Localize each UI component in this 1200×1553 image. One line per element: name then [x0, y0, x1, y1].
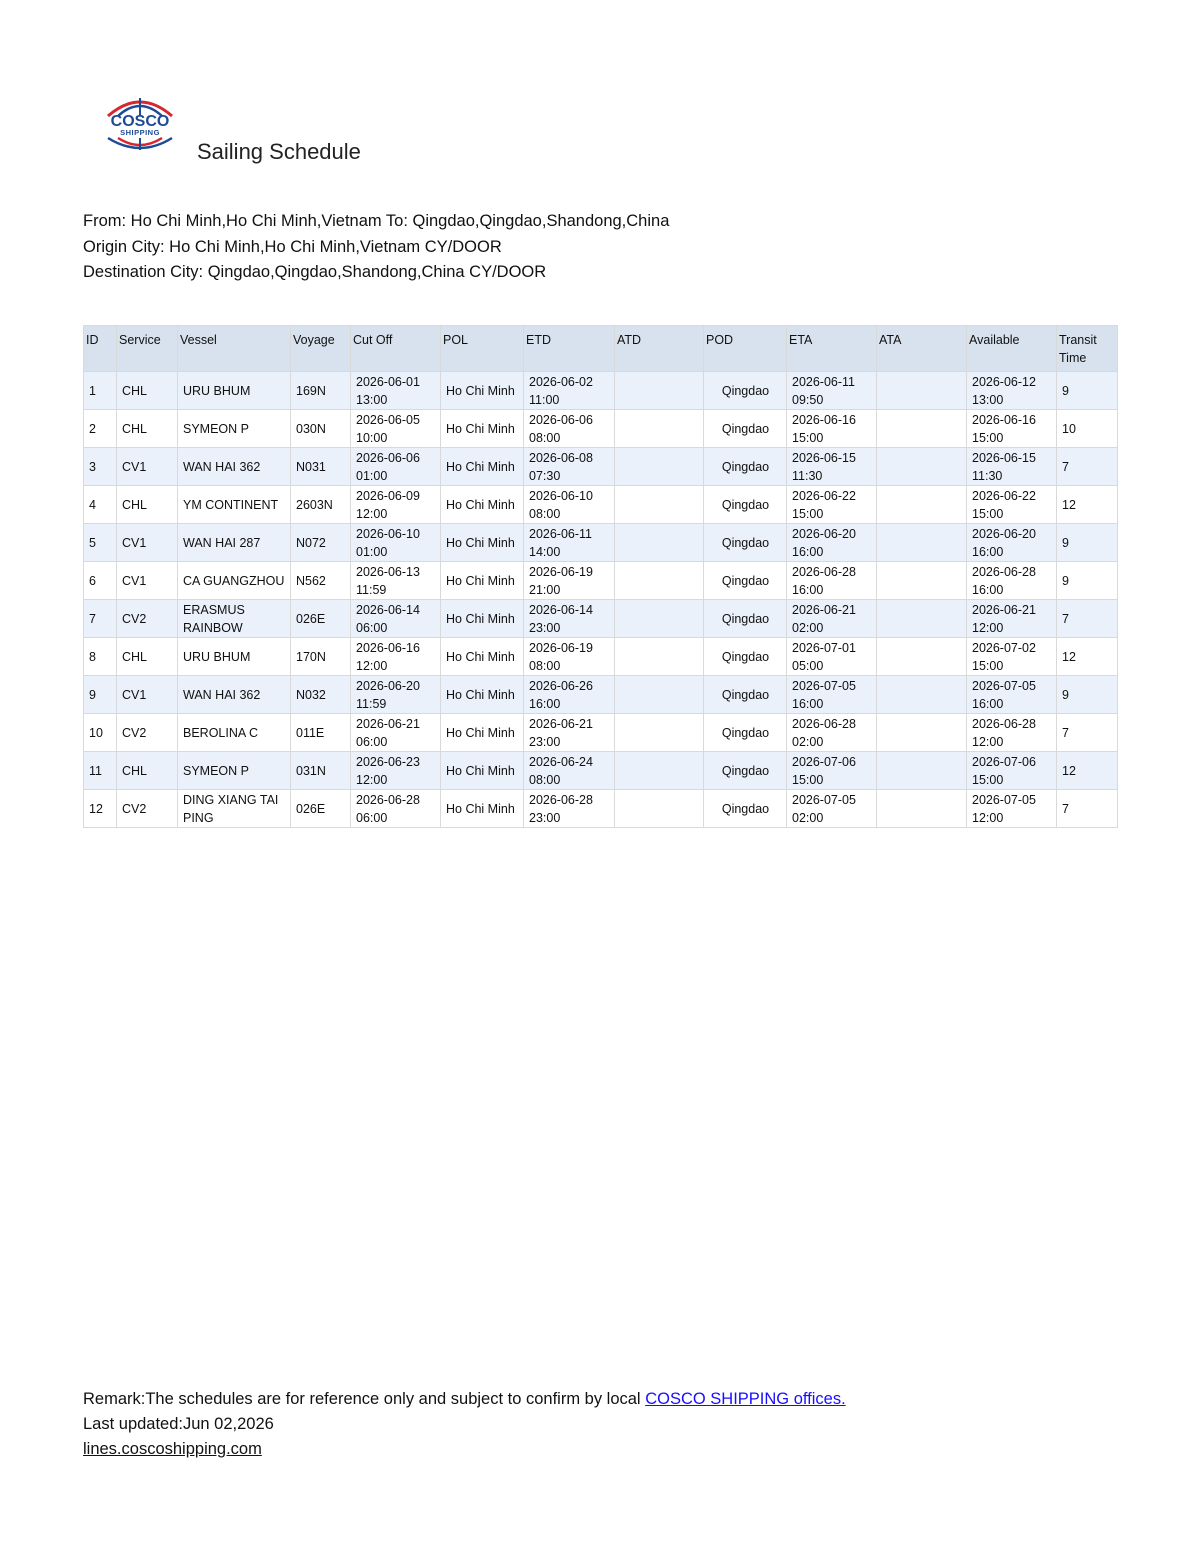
- cell-id: 8: [84, 638, 116, 675]
- cell-eta: 2026-07-06 15:00: [787, 752, 876, 789]
- cell-pod: Qingdao: [704, 752, 786, 789]
- cell-voyage: N032: [291, 676, 350, 713]
- cell-pod: Qingdao: [704, 790, 786, 827]
- cell-pod: Qingdao: [704, 714, 786, 751]
- cell-cutoff: 2026-06-21 06:00: [351, 714, 440, 751]
- cell-available: 2026-06-28 16:00: [967, 562, 1056, 599]
- cell-service: CHL: [117, 410, 177, 447]
- cell-atd: [615, 486, 703, 523]
- remark-text: Remark:The schedules are for reference only and subject to confirm by local: [83, 1390, 646, 1408]
- cell-service: CV2: [117, 790, 177, 827]
- from-to-line: From: Ho Chi Minh,Ho Chi Minh,Vietnam To: Qingdao,Qingdao,Shandong,China: [83, 212, 670, 230]
- remark-line: [83, 1387, 846, 1412]
- cell-pol: Ho Chi Minh: [441, 410, 523, 447]
- cell-service: CHL: [117, 638, 177, 675]
- cell-service: CV1: [117, 676, 177, 713]
- cell-voyage: 2603N: [291, 486, 350, 523]
- cell-pol: Ho Chi Minh: [441, 600, 523, 637]
- cell-voyage: 031N: [291, 752, 350, 789]
- cell-service: CV1: [117, 524, 177, 561]
- cell-id: 10: [84, 714, 116, 751]
- cell-etd: 2026-06-06 08:00: [524, 410, 614, 447]
- column-header: Service: [117, 326, 177, 371]
- cell-vessel: SYMEON P: [178, 752, 290, 789]
- cell-available: 2026-06-21 12:00: [967, 600, 1056, 637]
- cell-atd: [615, 638, 703, 675]
- cell-etd: 2026-06-19 08:00: [524, 638, 614, 675]
- column-header: Transit Time: [1057, 326, 1117, 371]
- cell-cutoff: 2026-06-23 12:00: [351, 752, 440, 789]
- cell-service: CV1: [117, 562, 177, 599]
- table-row: [84, 372, 1117, 409]
- cell-available: 2026-06-16 15:00: [967, 410, 1056, 447]
- logo-text-top: COSCO: [110, 113, 170, 130]
- column-header: POL: [441, 326, 523, 371]
- cell-pol: Ho Chi Minh: [441, 448, 523, 485]
- cell-atd: [615, 790, 703, 827]
- cell-atd: [615, 676, 703, 713]
- schedule-table: [83, 325, 1118, 828]
- cosco-offices-link[interactable]: COSCO SHIPPING offices.: [645, 1390, 846, 1408]
- cell-pod: Qingdao: [704, 524, 786, 561]
- cell-service: CV1: [117, 448, 177, 485]
- cell-ata: [877, 448, 966, 485]
- cell-pod: Qingdao: [704, 676, 786, 713]
- table-row: [84, 448, 1117, 485]
- cell-id: 6: [84, 562, 116, 599]
- cell-atd: [615, 714, 703, 751]
- cell-transit-time: 12: [1057, 638, 1117, 675]
- cell-pol: Ho Chi Minh: [441, 790, 523, 827]
- cell-vessel: BEROLINA C: [178, 714, 290, 751]
- cell-eta: 2026-06-28 16:00: [787, 562, 876, 599]
- table-row: [84, 714, 1117, 751]
- cell-pol: Ho Chi Minh: [441, 562, 523, 599]
- cell-voyage: N031: [291, 448, 350, 485]
- column-header: Voyage: [291, 326, 350, 371]
- cell-ata: [877, 714, 966, 751]
- cosco-shipping-logo: [96, 94, 184, 152]
- cell-etd: 2026-06-08 07:30: [524, 448, 614, 485]
- cell-atd: [615, 372, 703, 409]
- cell-available: 2026-06-28 12:00: [967, 714, 1056, 751]
- cell-eta: 2026-06-28 02:00: [787, 714, 876, 751]
- cell-etd: 2026-06-28 23:00: [524, 790, 614, 827]
- table-row: [84, 790, 1117, 827]
- cell-eta: 2026-06-22 15:00: [787, 486, 876, 523]
- cell-cutoff: 2026-06-13 11:59: [351, 562, 440, 599]
- cell-available: 2026-07-06 15:00: [967, 752, 1056, 789]
- route-info: [83, 209, 669, 286]
- cell-transit-time: 12: [1057, 486, 1117, 523]
- page-title: Sailing Schedule: [197, 139, 361, 164]
- cell-service: CV2: [117, 600, 177, 637]
- column-header: ID: [84, 326, 116, 371]
- cell-id: 2: [84, 410, 116, 447]
- cell-transit-time: 7: [1057, 790, 1117, 827]
- cell-ata: [877, 790, 966, 827]
- cell-ata: [877, 676, 966, 713]
- cell-etd: 2026-06-10 08:00: [524, 486, 614, 523]
- cell-available: 2026-07-05 12:00: [967, 790, 1056, 827]
- table-row: [84, 486, 1117, 523]
- column-header: ATA: [877, 326, 966, 371]
- logo-text-bottom: SHIPPING: [120, 128, 160, 137]
- cell-transit-time: 7: [1057, 714, 1117, 751]
- cell-eta: 2026-06-20 16:00: [787, 524, 876, 561]
- cell-pod: Qingdao: [704, 448, 786, 485]
- cell-transit-time: 7: [1057, 600, 1117, 637]
- cell-cutoff: 2026-06-10 01:00: [351, 524, 440, 561]
- cell-voyage: 026E: [291, 790, 350, 827]
- cell-service: CHL: [117, 752, 177, 789]
- cell-available: 2026-06-12 13:00: [967, 372, 1056, 409]
- cell-etd: 2026-06-19 21:00: [524, 562, 614, 599]
- schedule-table-body: [84, 372, 1117, 827]
- table-row: [84, 752, 1117, 789]
- cell-available: 2026-07-02 15:00: [967, 638, 1056, 675]
- cell-ata: [877, 562, 966, 599]
- cell-pod: Qingdao: [704, 372, 786, 409]
- destination-city-line: Destination City: Qingdao,Qingdao,Shandong,China CY/DOOR: [83, 263, 547, 281]
- cell-id: 1: [84, 372, 116, 409]
- cell-pol: Ho Chi Minh: [441, 524, 523, 561]
- cell-available: 2026-06-15 11:30: [967, 448, 1056, 485]
- cell-eta: 2026-07-05 02:00: [787, 790, 876, 827]
- footer: [83, 1387, 846, 1462]
- cell-pol: Ho Chi Minh: [441, 714, 523, 751]
- cell-transit-time: 10: [1057, 410, 1117, 447]
- table-row: [84, 600, 1117, 637]
- last-updated: Last updated:Jun 02,2026: [83, 1415, 274, 1433]
- cell-voyage: N562: [291, 562, 350, 599]
- cell-transit-time: 9: [1057, 524, 1117, 561]
- table-row: [84, 410, 1117, 447]
- cell-voyage: 026E: [291, 600, 350, 637]
- cell-vessel: ERASMUS RAINBOW: [178, 600, 290, 637]
- cell-eta: 2026-06-16 15:00: [787, 410, 876, 447]
- cell-service: CV2: [117, 714, 177, 751]
- cell-etd: 2026-06-11 14:00: [524, 524, 614, 561]
- cell-eta: 2026-07-05 16:00: [787, 676, 876, 713]
- website-link[interactable]: lines.coscoshipping.com: [83, 1440, 262, 1458]
- cell-ata: [877, 638, 966, 675]
- cell-atd: [615, 524, 703, 561]
- cell-vessel: WAN HAI 362: [178, 676, 290, 713]
- table-row: [84, 676, 1117, 713]
- column-header: Available: [967, 326, 1056, 371]
- cell-voyage: 170N: [291, 638, 350, 675]
- cell-available: 2026-07-05 16:00: [967, 676, 1056, 713]
- cell-transit-time: 9: [1057, 676, 1117, 713]
- cell-ata: [877, 410, 966, 447]
- cell-available: 2026-06-22 15:00: [967, 486, 1056, 523]
- cell-id: 3: [84, 448, 116, 485]
- cell-transit-time: 7: [1057, 448, 1117, 485]
- cell-eta: 2026-06-21 02:00: [787, 600, 876, 637]
- cell-eta: 2026-06-15 11:30: [787, 448, 876, 485]
- cell-id: 5: [84, 524, 116, 561]
- cell-cutoff: 2026-06-28 06:00: [351, 790, 440, 827]
- cell-transit-time: 9: [1057, 562, 1117, 599]
- cell-cutoff: 2026-06-20 11:59: [351, 676, 440, 713]
- cell-ata: [877, 524, 966, 561]
- table-row: [84, 638, 1117, 675]
- cell-pol: Ho Chi Minh: [441, 486, 523, 523]
- cell-atd: [615, 410, 703, 447]
- cell-etd: 2026-06-24 08:00: [524, 752, 614, 789]
- cell-cutoff: 2026-06-06 01:00: [351, 448, 440, 485]
- cell-ata: [877, 752, 966, 789]
- cell-pol: Ho Chi Minh: [441, 372, 523, 409]
- cell-id: 7: [84, 600, 116, 637]
- column-header: POD: [704, 326, 786, 371]
- cell-pod: Qingdao: [704, 486, 786, 523]
- cell-vessel: SYMEON P: [178, 410, 290, 447]
- cell-eta: 2026-06-11 09:50: [787, 372, 876, 409]
- cell-voyage: 030N: [291, 410, 350, 447]
- cell-vessel: URU BHUM: [178, 638, 290, 675]
- cell-etd: 2026-06-14 23:00: [524, 600, 614, 637]
- cell-pod: Qingdao: [704, 638, 786, 675]
- cell-voyage: 169N: [291, 372, 350, 409]
- cell-voyage: 011E: [291, 714, 350, 751]
- cell-cutoff: 2026-06-16 12:00: [351, 638, 440, 675]
- cell-pod: Qingdao: [704, 600, 786, 637]
- cell-cutoff: 2026-06-14 06:00: [351, 600, 440, 637]
- cell-vessel: DING XIANG TAI PING: [178, 790, 290, 827]
- cell-pod: Qingdao: [704, 562, 786, 599]
- cell-atd: [615, 562, 703, 599]
- cell-id: 9: [84, 676, 116, 713]
- table-row: [84, 524, 1117, 561]
- cell-eta: 2026-07-01 05:00: [787, 638, 876, 675]
- cell-vessel: WAN HAI 362: [178, 448, 290, 485]
- cell-id: 4: [84, 486, 116, 523]
- cell-id: 12: [84, 790, 116, 827]
- cell-ata: [877, 486, 966, 523]
- cell-atd: [615, 448, 703, 485]
- cell-vessel: YM CONTINENT: [178, 486, 290, 523]
- cell-etd: 2026-06-02 11:00: [524, 372, 614, 409]
- cell-pod: Qingdao: [704, 410, 786, 447]
- column-header: Cut Off: [351, 326, 440, 371]
- cell-etd: 2026-06-26 16:00: [524, 676, 614, 713]
- cell-vessel: CA GUANGZHOU: [178, 562, 290, 599]
- cell-vessel: URU BHUM: [178, 372, 290, 409]
- cell-cutoff: 2026-06-09 12:00: [351, 486, 440, 523]
- cell-transit-time: 9: [1057, 372, 1117, 409]
- column-header: Vessel: [178, 326, 290, 371]
- cell-cutoff: 2026-06-01 13:00: [351, 372, 440, 409]
- cell-etd: 2026-06-21 23:00: [524, 714, 614, 751]
- cell-pol: Ho Chi Minh: [441, 676, 523, 713]
- cell-ata: [877, 372, 966, 409]
- cell-transit-time: 12: [1057, 752, 1117, 789]
- cell-service: CHL: [117, 372, 177, 409]
- table-header-row: [84, 326, 1117, 371]
- column-header: ATD: [615, 326, 703, 371]
- cell-pol: Ho Chi Minh: [441, 638, 523, 675]
- cell-atd: [615, 600, 703, 637]
- origin-city-line: Origin City: Ho Chi Minh,Ho Chi Minh,Vietnam CY/DOOR: [83, 237, 502, 256]
- column-header: ETA: [787, 326, 876, 371]
- column-header: ETD: [524, 326, 614, 371]
- cell-atd: [615, 752, 703, 789]
- cell-service: CHL: [117, 486, 177, 523]
- cell-available: 2026-06-20 16:00: [967, 524, 1056, 561]
- cell-vessel: WAN HAI 287: [178, 524, 290, 561]
- table-row: [84, 562, 1117, 599]
- cell-id: 11: [84, 752, 116, 789]
- cell-pol: Ho Chi Minh: [441, 752, 523, 789]
- cell-ata: [877, 600, 966, 637]
- cell-cutoff: 2026-06-05 10:00: [351, 410, 440, 447]
- cell-voyage: N072: [291, 524, 350, 561]
